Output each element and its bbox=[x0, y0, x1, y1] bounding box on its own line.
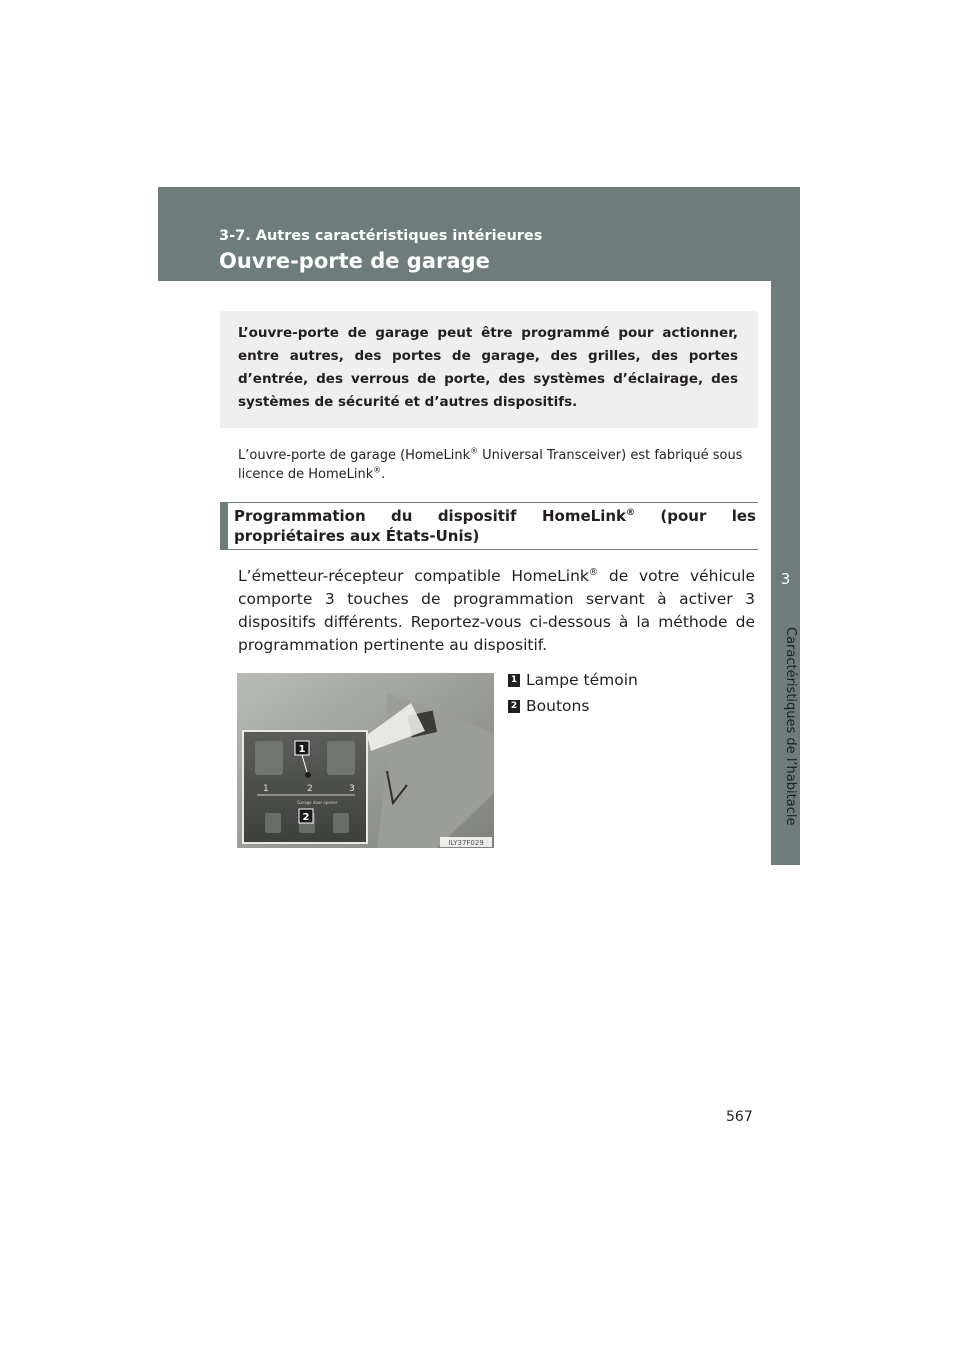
chapter-title: Caractéristiques de l’habitacle bbox=[783, 627, 798, 826]
button-label-1: 1 bbox=[263, 784, 269, 794]
homelink-illustration bbox=[237, 673, 494, 848]
homelink-photo bbox=[237, 673, 494, 848]
program-button-1 bbox=[265, 813, 281, 833]
body-paragraph-part2: de votre véhicule comporte 3 touches de programmation servant à activer 3 dispositifs différents. Reportez-vous ci-dessous à la méthode de programmation pertinente au dispositif. bbox=[238, 567, 755, 654]
license-text bbox=[238, 446, 758, 484]
page-number: 567 bbox=[726, 1109, 753, 1125]
legend-label: Lampe témoin bbox=[526, 671, 638, 689]
registered-mark: ® bbox=[470, 446, 478, 456]
figure-caption-small: Garage door opener bbox=[297, 800, 338, 805]
license-text-a: L’ouvre-porte de garage (HomeLink bbox=[238, 448, 471, 463]
license-text-b: Universal Transceiver) est fabriqué sous licence de HomeLink bbox=[238, 448, 743, 482]
legend-label: Boutons bbox=[526, 697, 590, 715]
legend-item-buttons bbox=[508, 696, 589, 716]
license-text-c: . bbox=[381, 467, 386, 482]
remote-button-left bbox=[255, 741, 283, 775]
callout-2-label: 2 bbox=[302, 812, 310, 823]
button-label-2: 2 bbox=[307, 784, 313, 794]
chapter-number: 3 bbox=[780, 570, 791, 588]
legend-badge: 1 bbox=[508, 674, 520, 687]
body-paragraph bbox=[238, 565, 755, 657]
program-button-3 bbox=[333, 813, 349, 833]
section-heading-part1: Programmation du dispositif HomeLink bbox=[234, 507, 626, 525]
legend-item-indicator bbox=[508, 670, 638, 690]
section-heading-part2: (pour les propriétaires aux États-Unis) bbox=[234, 507, 756, 545]
registered-mark: ® bbox=[373, 465, 382, 475]
registered-mark: ® bbox=[625, 508, 635, 518]
page-title: Ouvre-porte de garage bbox=[219, 249, 490, 273]
section-heading bbox=[234, 506, 756, 546]
remote-button-right bbox=[327, 741, 355, 775]
intro-text: L’ouvre-porte de garage peut être programmé pour actionner, entre autres, des portes de garage, des grilles, des portes d’entrée, des verrous de porte, des systèmes d’éclairage, des systèmes de sécurité et d’autres dispositifs. bbox=[238, 325, 738, 410]
section-heading-accent bbox=[220, 502, 228, 550]
body-paragraph-part1: L’émetteur-récepteur compatible HomeLink bbox=[238, 567, 589, 585]
registered-mark: ® bbox=[588, 566, 599, 578]
figure-code: ILY37F029 bbox=[448, 839, 484, 847]
section-label: 3-7. Autres caractéristiques intérieures bbox=[219, 228, 543, 244]
legend-badge: 2 bbox=[508, 700, 520, 713]
indicator-lamp bbox=[305, 772, 311, 778]
callout-1-label: 1 bbox=[298, 744, 306, 755]
button-label-3: 3 bbox=[349, 784, 355, 794]
